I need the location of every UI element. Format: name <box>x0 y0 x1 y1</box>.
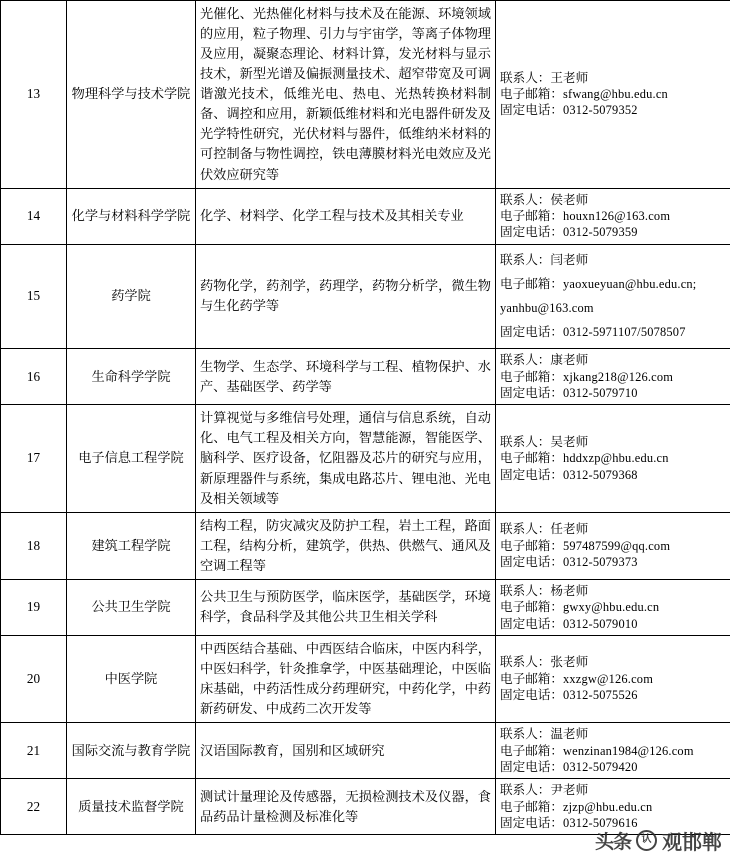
contact-block <box>500 352 730 401</box>
email-label: 电子邮箱： <box>500 671 563 686</box>
email-line <box>500 671 730 687</box>
email-value[interactable]: gwxy@hbu.edu.cn <box>562 600 660 615</box>
row-index-cell: 17 <box>1 405 67 512</box>
contact-info-cell <box>496 188 730 244</box>
contact-person-label: 联系人： <box>500 522 551 537</box>
email-line <box>500 86 730 102</box>
phone-line <box>500 320 730 345</box>
table-row <box>1 1 730 189</box>
row-index-cell: 14 <box>1 188 67 244</box>
email-label: 电子邮箱： <box>500 276 563 291</box>
college-name-cell: 国际交流与教育学院 <box>67 723 196 779</box>
contact-person-line <box>500 654 730 670</box>
phone-line <box>500 102 730 118</box>
email-line <box>500 450 730 466</box>
phone-line <box>500 385 730 401</box>
table-row <box>1 579 730 635</box>
contact-person-label: 联系人： <box>500 192 551 207</box>
contact-info-cell <box>496 512 730 579</box>
contact-person-label: 联系人： <box>500 70 551 85</box>
phone-value: 0312-5079420 <box>562 759 638 774</box>
college-name-cell: 建筑工程学院 <box>67 512 196 579</box>
table-row <box>1 779 730 835</box>
email-line <box>500 369 730 385</box>
row-index-cell: 16 <box>1 349 67 405</box>
phone-label: 固定电话： <box>500 385 563 400</box>
contact-person-label: 联系人： <box>500 434 551 449</box>
phone-label: 固定电话： <box>500 103 563 118</box>
phone-line <box>500 687 730 703</box>
college-name-cell: 中医学院 <box>67 635 196 722</box>
phone-value: 0312-5079010 <box>562 616 638 631</box>
contact-person-label: 联系人： <box>500 727 551 742</box>
major-description-cell: 测试计量理论及传感器，无损检测技术及仪器，食品药品计量检测及标准化等 <box>196 779 496 835</box>
email-line <box>500 799 730 815</box>
contact-person-value: 任老师 <box>550 522 589 537</box>
email-value[interactable]: xjkang218@126.com <box>562 369 674 384</box>
contact-info-cell <box>496 635 730 722</box>
phone-line <box>500 467 730 483</box>
major-description-cell: 生物学、生态学、环境科学与工程、植物保护、水产、基础医学、药学等 <box>196 349 496 405</box>
table-row <box>1 512 730 579</box>
major-description-cell: 公共卫生与预防医学，临床医学，基础医学，环境科学，食品科学及其他公共卫生相关学科 <box>196 579 496 635</box>
table-row <box>1 635 730 722</box>
phone-label: 固定电话： <box>500 815 563 830</box>
phone-value: 0312-5971107/5078507 <box>562 325 686 340</box>
contact-person-line <box>500 726 730 742</box>
contact-block <box>500 248 730 346</box>
email-line <box>500 538 730 554</box>
major-description-cell: 汉语国际教育，国别和区域研究 <box>196 723 496 779</box>
contact-person-label: 联系人： <box>500 783 551 798</box>
phone-value: 0312-5075526 <box>562 688 638 703</box>
email-value[interactable]: sfwang@hbu.edu.cn <box>562 87 668 102</box>
contact-person-value: 侯老师 <box>550 192 589 207</box>
email-value-secondary[interactable]: yanhbu@163.com <box>500 300 594 315</box>
phone-line <box>500 815 730 831</box>
phone-label: 固定电话： <box>500 616 563 631</box>
phone-value: 0312-5079359 <box>562 225 638 240</box>
email-label: 电子邮箱： <box>500 538 563 553</box>
contact-info-cell <box>496 1 730 189</box>
phone-label: 固定电话： <box>500 467 563 482</box>
table-body <box>1 1 730 835</box>
row-index-cell: 18 <box>1 512 67 579</box>
contact-person-label: 联系人： <box>500 252 551 267</box>
row-index-cell: 22 <box>1 779 67 835</box>
phone-line <box>500 554 730 570</box>
college-name-cell: 化学与材料科学学院 <box>67 188 196 244</box>
contact-info-cell <box>496 723 730 779</box>
college-name-cell: 生命科学学院 <box>67 349 196 405</box>
contact-person-label: 联系人： <box>500 583 551 598</box>
email-label: 电子邮箱： <box>500 799 563 814</box>
email-label: 电子邮箱： <box>500 369 563 384</box>
verified-badge-icon: 认 <box>636 830 657 851</box>
contact-person-line <box>500 782 730 798</box>
contact-block <box>500 726 730 775</box>
phone-label: 固定电话： <box>500 225 563 240</box>
phone-value: 0312-5079616 <box>562 815 638 830</box>
email-line <box>500 599 730 615</box>
email-line <box>500 208 730 224</box>
major-description-cell: 中西医结合基础、中西医结合临床，中医内科学，中医妇科学，针灸推拿学，中医基础理论，中医临床基础，中药活性成分药理研究，中药化学，中药新药研发、中成药二次开发等 <box>196 635 496 722</box>
contact-block <box>500 782 730 831</box>
table-row <box>1 244 730 349</box>
contact-person-value: 康老师 <box>550 353 589 368</box>
major-description-cell: 计算视觉与多维信号处理，通信与信息系统，自动化、电气工程及相关方向，智慧能源，智能医学、脑科学、医疗设备，忆阻器及芯片的研究与应用，新原理器件与系统，集成电路芯片、锂电池、光电及相关领域等 <box>196 405 496 512</box>
college-name-cell: 质量技术监督学院 <box>67 779 196 835</box>
contact-block <box>500 70 730 119</box>
email-value[interactable]: houxn126@163.com <box>562 208 671 223</box>
email-line <box>500 272 730 297</box>
major-description-cell: 结构工程，防灾减灾及防护工程，岩土工程，路面工程，结构分析，建筑学，供热、供燃气、通风及空调工程等 <box>196 512 496 579</box>
contact-person-line <box>500 70 730 86</box>
contact-person-value: 尹老师 <box>550 783 589 798</box>
table-row <box>1 405 730 512</box>
email-value[interactable]: wenzinan1984@126.com <box>562 743 694 758</box>
phone-line <box>500 224 730 240</box>
contact-person-line <box>500 583 730 599</box>
contact-person-label: 联系人： <box>500 655 551 670</box>
phone-line <box>500 759 730 775</box>
email-value[interactable]: xxzgw@126.com <box>562 671 654 686</box>
contact-block <box>500 192 730 241</box>
contact-info-cell <box>496 405 730 512</box>
phone-value: 0312-5079368 <box>562 467 638 482</box>
major-description-cell: 药物化学，药剂学，药理学，药物分析学，微生物与生化药学等 <box>196 244 496 349</box>
college-name-cell: 公共卫生学院 <box>67 579 196 635</box>
contact-person-value: 张老师 <box>550 655 589 670</box>
email-label: 电子邮箱： <box>500 208 563 223</box>
major-description-cell: 光催化、光热催化材料与技术及在能源、环境领域的应用，粒子物理、引力与宇宙学，等离子体物理及应用，凝聚态理论、材料计算，发光材料与显示技术，新型光谱及偏振测量技术、超窄带宽及可调谐激光技术，低维光电、热电、光热转换材料制备、调控和应用，新颖低维材料和光电器件研发及光学特性研究，光伏材料与器件，低维纳米材料的可控制备与物性调控，铁电薄膜材料光电效应及光伏效应研究等 <box>196 1 496 189</box>
phone-label: 固定电话： <box>500 688 563 703</box>
email-label: 电子邮箱： <box>500 600 563 615</box>
table-row <box>1 188 730 244</box>
row-index-cell: 21 <box>1 723 67 779</box>
contact-person-value: 杨老师 <box>550 583 589 598</box>
table-row <box>1 723 730 779</box>
row-index-cell: 19 <box>1 579 67 635</box>
email-value[interactable]: 597487599@qq.com <box>562 538 671 553</box>
contact-person-line <box>500 521 730 537</box>
phone-value: 0312-5079710 <box>562 385 638 400</box>
row-index-cell: 15 <box>1 244 67 349</box>
contact-info-cell <box>496 779 730 835</box>
major-description-cell: 化学、材料学、化学工程与技术及其相关专业 <box>196 188 496 244</box>
phone-value: 0312-5079373 <box>562 554 638 569</box>
contact-person-label: 联系人： <box>500 353 551 368</box>
email-line <box>500 743 730 759</box>
contact-person-line <box>500 192 730 208</box>
email-value[interactable]: hddxzp@hbu.edu.cn <box>562 451 669 466</box>
contact-block <box>500 521 730 570</box>
table-row <box>1 349 730 405</box>
phone-label: 固定电话： <box>500 325 563 340</box>
phone-line <box>500 616 730 632</box>
college-name-cell: 电子信息工程学院 <box>67 405 196 512</box>
contact-block <box>500 583 730 632</box>
contact-person-value: 闫老师 <box>550 252 589 267</box>
row-index-cell: 20 <box>1 635 67 722</box>
contact-info-cell <box>496 349 730 405</box>
contact-person-line <box>500 434 730 450</box>
email-value[interactable]: yaoxueyuan@hbu.edu.cn; <box>562 276 697 291</box>
contact-person-value: 温老师 <box>550 727 589 742</box>
contact-info-cell <box>496 579 730 635</box>
contact-person-value: 吴老师 <box>550 434 589 449</box>
contact-block <box>500 434 730 483</box>
email-value[interactable]: zjzp@hbu.edu.cn <box>562 799 653 814</box>
row-index-cell: 13 <box>1 1 67 189</box>
contact-block <box>500 654 730 703</box>
phone-value: 0312-5079352 <box>562 103 638 118</box>
email-label: 电子邮箱： <box>500 451 563 466</box>
email-label: 电子邮箱： <box>500 743 563 758</box>
contact-person-line <box>500 352 730 368</box>
phone-label: 固定电话： <box>500 759 563 774</box>
phone-label: 固定电话： <box>500 554 563 569</box>
contact-person-line <box>500 248 730 272</box>
toutiao-logo-text: 头条 <box>594 832 631 853</box>
college-name-cell: 物理科学与技术学院 <box>67 1 196 189</box>
contact-person-value: 王老师 <box>550 70 589 85</box>
email-label: 电子邮箱： <box>500 87 563 102</box>
contact-info-cell <box>496 244 730 349</box>
college-name-cell: 药学院 <box>67 244 196 349</box>
watermark-account-name: 观邯郸 <box>662 832 722 854</box>
